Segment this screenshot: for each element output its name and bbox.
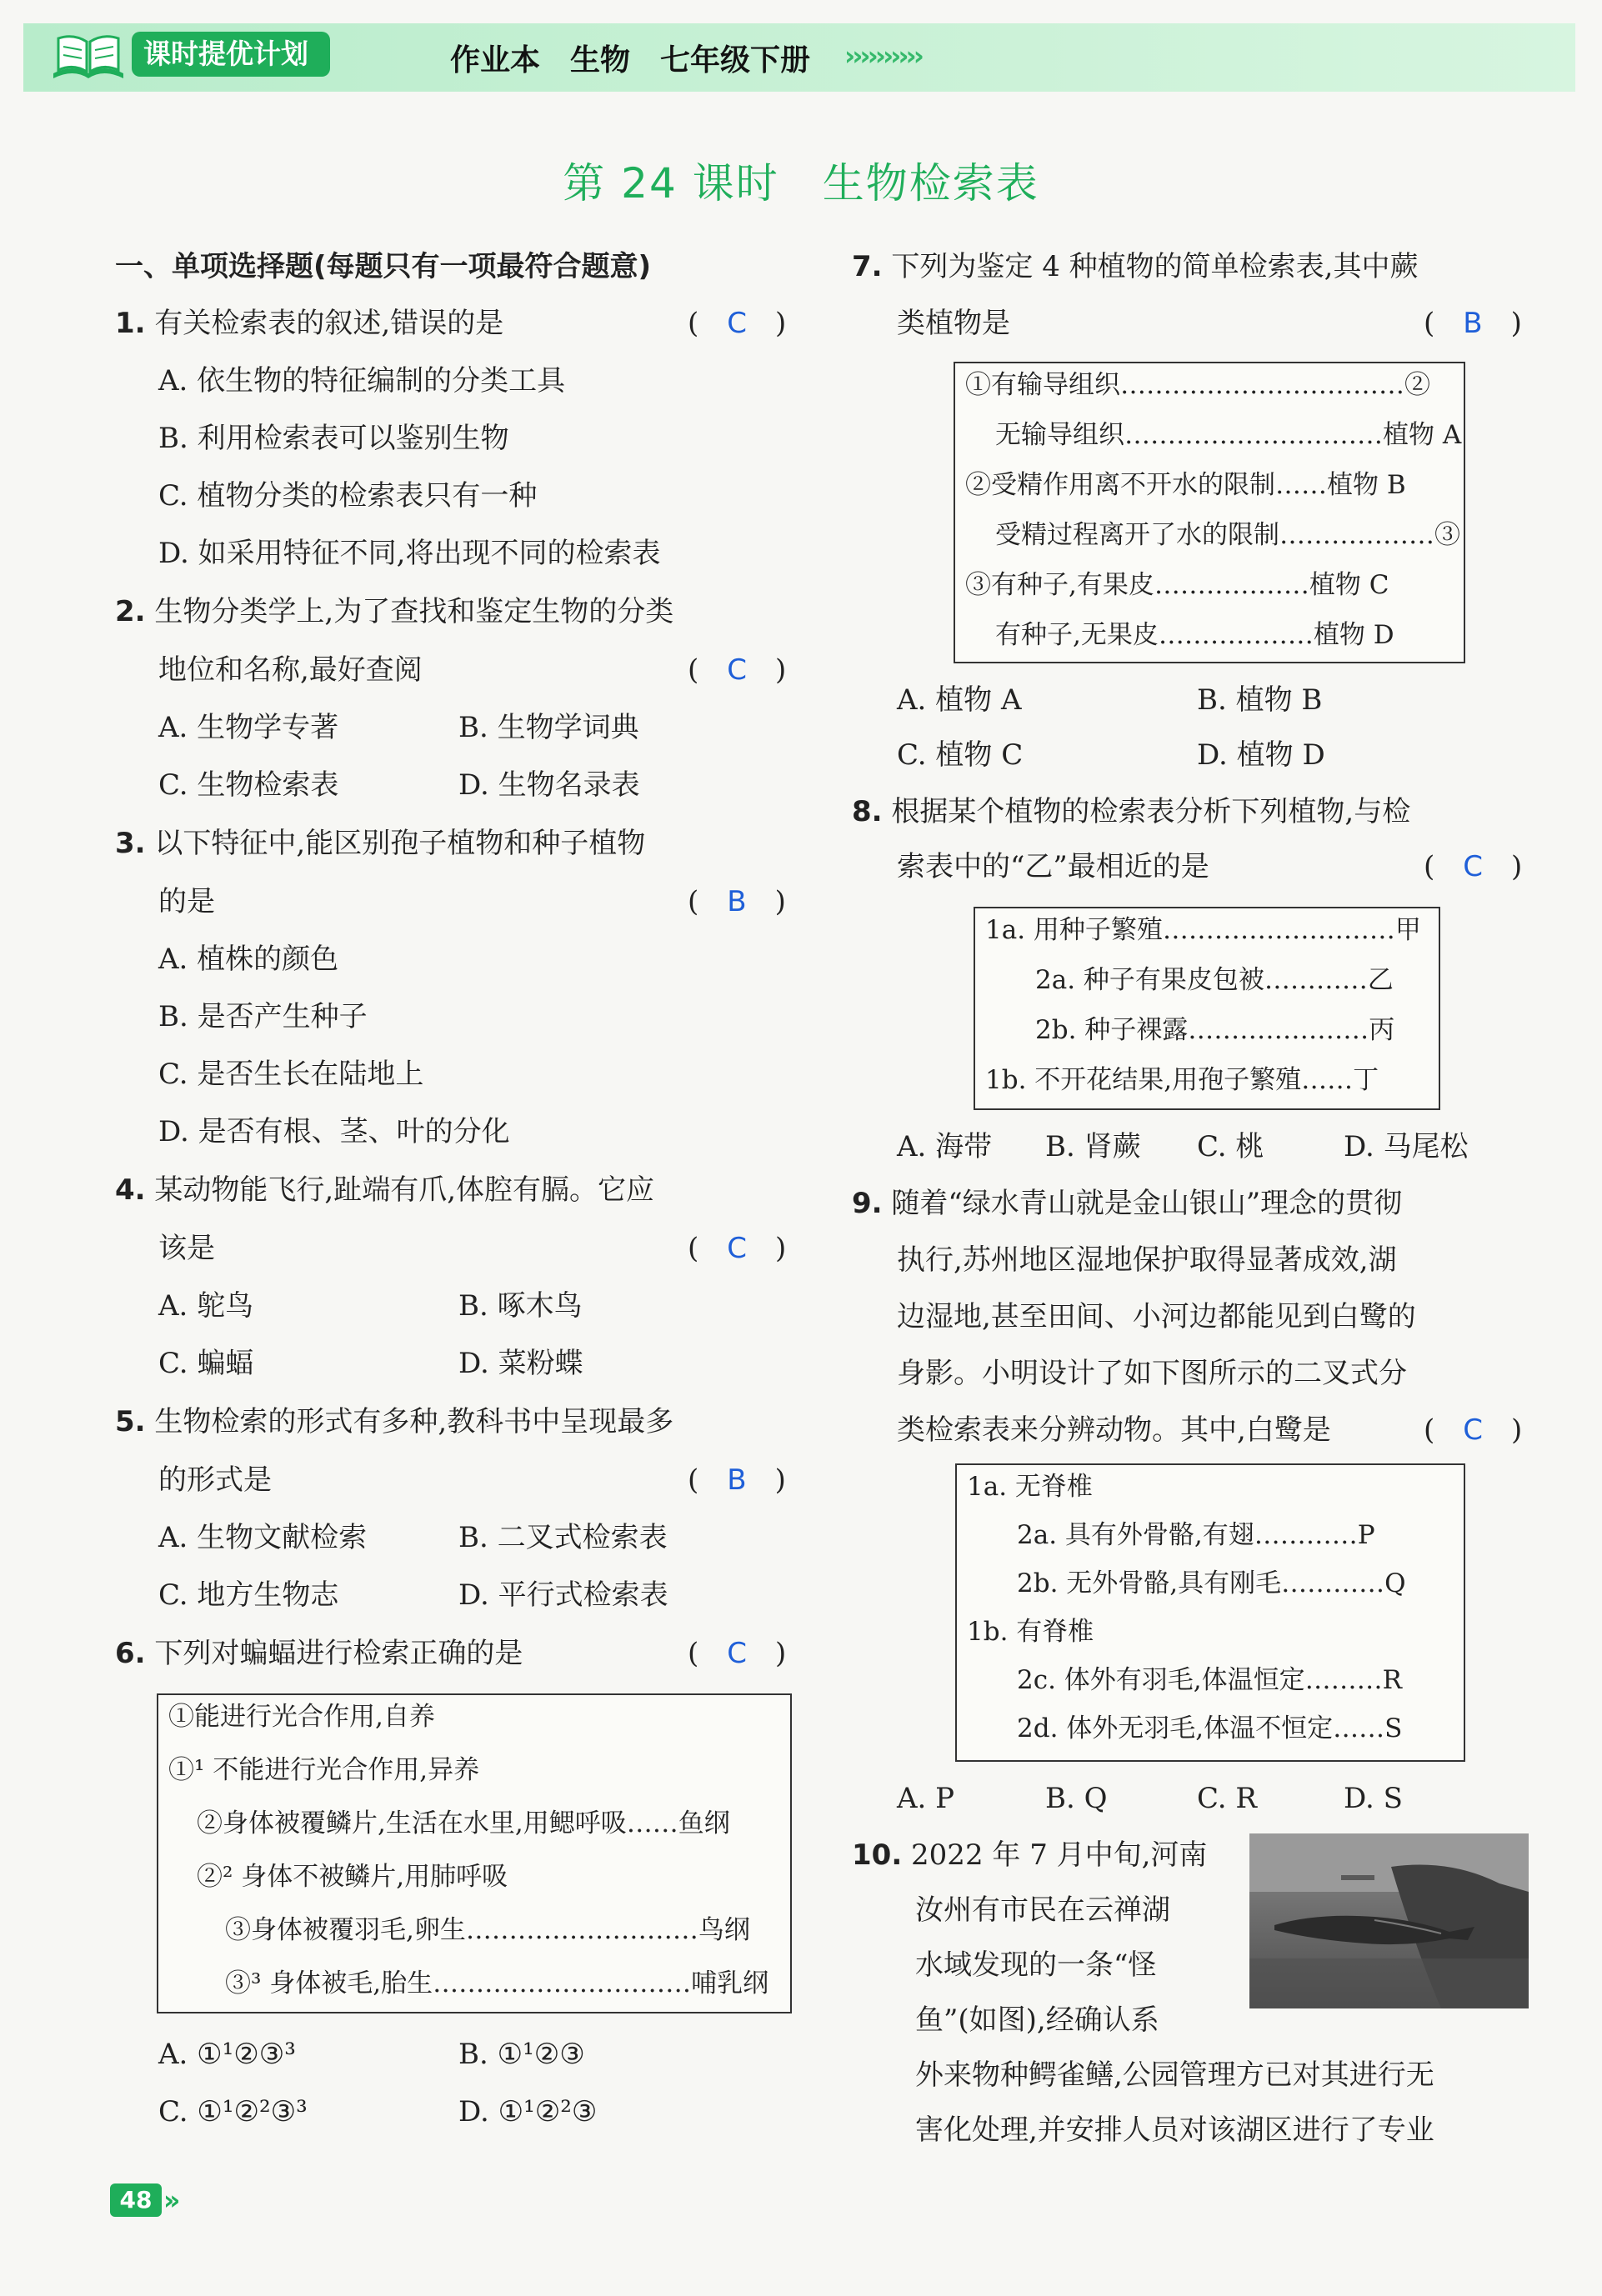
q6-key-line-4: ②² 身体不被鳞片,用肺呼吸 bbox=[197, 1862, 508, 1892]
question-8-stem: 8. 根据某个植物的检索表分析下列植物,与检 bbox=[852, 795, 1411, 828]
lesson-title: 第 24 课时 生物检索表 bbox=[563, 159, 1039, 208]
q7-key-line-2: 无输导组织…………………………植物 A bbox=[995, 420, 1462, 450]
q7-option-a: A. 植物 A bbox=[897, 683, 1022, 717]
q7-key-line-1: ①有输导组织……………………………② bbox=[965, 370, 1430, 400]
q6-option-c: C. ①¹②²③³ bbox=[158, 2095, 308, 2128]
header-banner bbox=[23, 23, 1575, 92]
q8-key-line-4: 1b. 不开花结果,用孢子繁殖……丁 bbox=[985, 1065, 1379, 1095]
q9-option-c: C. R bbox=[1197, 1782, 1258, 1815]
q2-option-d: D. 生物名录表 bbox=[458, 768, 640, 802]
q8-option-c: C. 桃 bbox=[1197, 1130, 1264, 1163]
page-chevron-icon: ›› bbox=[163, 2184, 176, 2216]
question-1-stem: 1. 有关检索表的叙述,错误的是 bbox=[115, 307, 504, 340]
fish-photo bbox=[1249, 1833, 1529, 2008]
question-8-answer: ( C ) bbox=[1424, 850, 1523, 883]
question-6-answer: ( C ) bbox=[688, 1637, 787, 1670]
q9-key-line-4: 1b. 有脊椎 bbox=[967, 1617, 1094, 1647]
q7-option-c: C. 植物 C bbox=[897, 738, 1024, 772]
q6-key-line-6: ③³ 身体被毛,胎生…………………………哺乳纲 bbox=[225, 1968, 769, 1998]
question-9-line-3: 边湿地,甚至田间、小河边都能见到白鹭的 bbox=[897, 1300, 1416, 1333]
question-10-line-3: 水域发现的一条“怪 bbox=[915, 1948, 1157, 1982]
q7-option-b: B. 植物 B bbox=[1197, 683, 1323, 717]
q6-option-a: A. ①¹②③³ bbox=[158, 2038, 296, 2071]
question-2-answer: ( C ) bbox=[688, 653, 787, 687]
question-2-stem: 2. 生物分类学上,为了查找和鉴定生物的分类 bbox=[115, 595, 674, 628]
q3-option-c: C. 是否生长在陆地上 bbox=[158, 1058, 424, 1091]
question-9-line-2: 执行,苏州地区湿地保护取得显著成效,湖 bbox=[897, 1243, 1397, 1277]
q1-option-c: C. 植物分类的检索表只有一种 bbox=[158, 479, 538, 513]
question-10-line-4: 鱼”(如图),经确认系 bbox=[915, 2003, 1159, 2037]
q6-key-line-3: ②身体被覆鳞片,生活在水里,用鳃呼吸……鱼纲 bbox=[197, 1808, 730, 1838]
q7-option-d: D. 植物 D bbox=[1197, 738, 1325, 772]
q4-option-a: A. 鸵鸟 bbox=[158, 1289, 254, 1323]
question-9-line-5: 类检索表来分辨动物。其中,白鹭是 bbox=[897, 1413, 1331, 1447]
q9-key-line-2: 2a. 具有外骨骼,有翅…………P bbox=[1017, 1520, 1375, 1550]
page-number: 48 bbox=[110, 2183, 162, 2217]
q9-key-line-5: 2c. 体外有羽毛,体温恒定………R bbox=[1017, 1665, 1402, 1695]
question-7-stem-2: 类植物是 bbox=[897, 307, 1010, 340]
q8-option-d: D. 马尾松 bbox=[1344, 1130, 1469, 1163]
question-5-stem: 5. 生物检索的形式有多种,教科书中呈现最多 bbox=[115, 1405, 674, 1438]
q1-option-a: A. 依生物的特征编制的分类工具 bbox=[158, 364, 566, 398]
question-10-line-6: 害化处理,并安排人员对该湖区进行了专业 bbox=[915, 2113, 1434, 2147]
q5-option-a: A. 生物文献检索 bbox=[158, 1521, 368, 1554]
q6-key-line-2: ①¹ 不能进行光合作用,异养 bbox=[168, 1755, 480, 1785]
question-2-stem-2: 地位和名称,最好查阅 bbox=[158, 653, 423, 687]
q2-option-a: A. 生物学专著 bbox=[158, 711, 339, 744]
q5-option-c: C. 地方生物志 bbox=[158, 1578, 339, 1612]
q2-option-c: C. 生物检索表 bbox=[158, 768, 339, 802]
gar-fish-icon bbox=[1249, 1833, 1529, 2008]
q6-option-d: D. ①¹②²③ bbox=[458, 2095, 598, 2128]
q8-option-a: A. 海带 bbox=[897, 1130, 993, 1163]
q9-key-table bbox=[955, 1463, 1465, 1762]
q9-key-line-6: 2d. 体外无羽毛,体温不恒定……S bbox=[1017, 1713, 1403, 1743]
q5-option-b: B. 二叉式检索表 bbox=[458, 1521, 668, 1554]
question-7-stem: 7. 下列为鉴定 4 种植物的简单检索表,其中蕨 bbox=[852, 250, 1419, 283]
question-10-line-1: 10. 2022 年 7 月中旬,河南 bbox=[852, 1838, 1208, 1872]
q2-option-b: B. 生物学词典 bbox=[458, 711, 639, 744]
q4-option-c: C. 蝙蝠 bbox=[158, 1347, 254, 1380]
q3-option-b: B. 是否产生种子 bbox=[158, 1000, 368, 1033]
question-6-stem: 6. 下列对蝙蝠进行检索正确的是 bbox=[115, 1637, 523, 1670]
q8-key-line-1: 1a. 用种子繁殖………………………甲 bbox=[985, 915, 1421, 945]
question-3-stem: 3. 以下特征中,能区别孢子植物和种子植物 bbox=[115, 827, 646, 860]
q6-key-line-1: ①能进行光合作用,自养 bbox=[168, 1702, 435, 1732]
question-9-line-4: 身影。小明设计了如下图所示的二叉式分 bbox=[897, 1357, 1407, 1390]
q8-option-b: B. 肾蕨 bbox=[1045, 1130, 1141, 1163]
q3-option-d: D. 是否有根、茎、叶的分化 bbox=[158, 1115, 510, 1148]
open-book-icon bbox=[48, 30, 128, 82]
q7-key-line-3: ②受精作用离不开水的限制……植物 B bbox=[965, 470, 1406, 500]
q7-key-line-4: 受精过程离开了水的限制………………③ bbox=[995, 520, 1460, 550]
q1-option-d: D. 如采用特征不同,将出现不同的检索表 bbox=[158, 537, 661, 570]
q3-option-a: A. 植株的颜色 bbox=[158, 943, 339, 976]
q8-key-line-3: 2b. 种子裸露…………………丙 bbox=[1035, 1015, 1395, 1045]
q1-option-b: B. 利用检索表可以鉴别生物 bbox=[158, 422, 509, 455]
question-8-stem-2: 索表中的“乙”最相近的是 bbox=[897, 850, 1209, 883]
q7-key-line-5: ③有种子,有果皮………………植物 C bbox=[965, 570, 1389, 600]
q7-key-line-6: 有种子,无果皮………………植物 D bbox=[995, 620, 1394, 650]
question-10-line-5: 外来物种鳄雀鳝,公园管理方已对其进行无 bbox=[915, 2058, 1434, 2092]
brand-label: 课时提优计划 bbox=[132, 32, 330, 77]
q6-key-table bbox=[157, 1693, 792, 2013]
q7-key-table bbox=[954, 362, 1465, 663]
question-9-line-1: 9. 随着“绿水青山就是金山银山”理念的贯彻 bbox=[852, 1187, 1403, 1220]
header-chevrons: ›››››››››› bbox=[844, 40, 921, 72]
question-3-stem-2: 的是 bbox=[158, 885, 215, 918]
book-title: 作业本 生物 七年级下册 bbox=[450, 43, 811, 78]
question-9-answer: ( C ) bbox=[1424, 1413, 1523, 1447]
q9-option-d: D. S bbox=[1344, 1782, 1403, 1815]
q9-option-b: B. Q bbox=[1045, 1782, 1108, 1815]
q9-key-line-1: 1a. 无脊椎 bbox=[967, 1472, 1093, 1502]
question-7-answer: ( B ) bbox=[1424, 307, 1522, 340]
q5-option-d: D. 平行式检索表 bbox=[458, 1578, 668, 1612]
question-4-stem-2: 该是 bbox=[158, 1232, 215, 1265]
q6-key-line-5: ③身体被覆羽毛,卵生………………………鸟纲 bbox=[225, 1915, 750, 1945]
section-title: 一、单项选择题(每题只有一项最符合题意) bbox=[115, 250, 652, 283]
question-5-answer: ( B ) bbox=[688, 1463, 786, 1497]
q4-option-b: B. 啄木鸟 bbox=[458, 1289, 583, 1323]
q8-key-table bbox=[974, 907, 1440, 1110]
question-4-answer: ( C ) bbox=[688, 1232, 787, 1265]
q9-option-a: A. P bbox=[897, 1782, 955, 1815]
q9-key-line-3: 2b. 无外骨骼,具有刚毛…………Q bbox=[1017, 1568, 1406, 1598]
question-4-stem: 4. 某动物能飞行,趾端有爪,体腔有膈。它应 bbox=[115, 1173, 655, 1207]
question-3-answer: ( B ) bbox=[688, 885, 786, 918]
q4-option-d: D. 菜粉蝶 bbox=[458, 1347, 583, 1380]
question-1-answer: ( C ) bbox=[688, 307, 787, 340]
q6-option-b: B. ①¹②③ bbox=[458, 2038, 585, 2071]
question-5-stem-2: 的形式是 bbox=[158, 1463, 272, 1497]
q8-key-line-2: 2a. 种子有果皮包被…………乙 bbox=[1035, 965, 1394, 995]
question-10-line-2: 汝州有市民在云禅湖 bbox=[915, 1893, 1170, 1927]
